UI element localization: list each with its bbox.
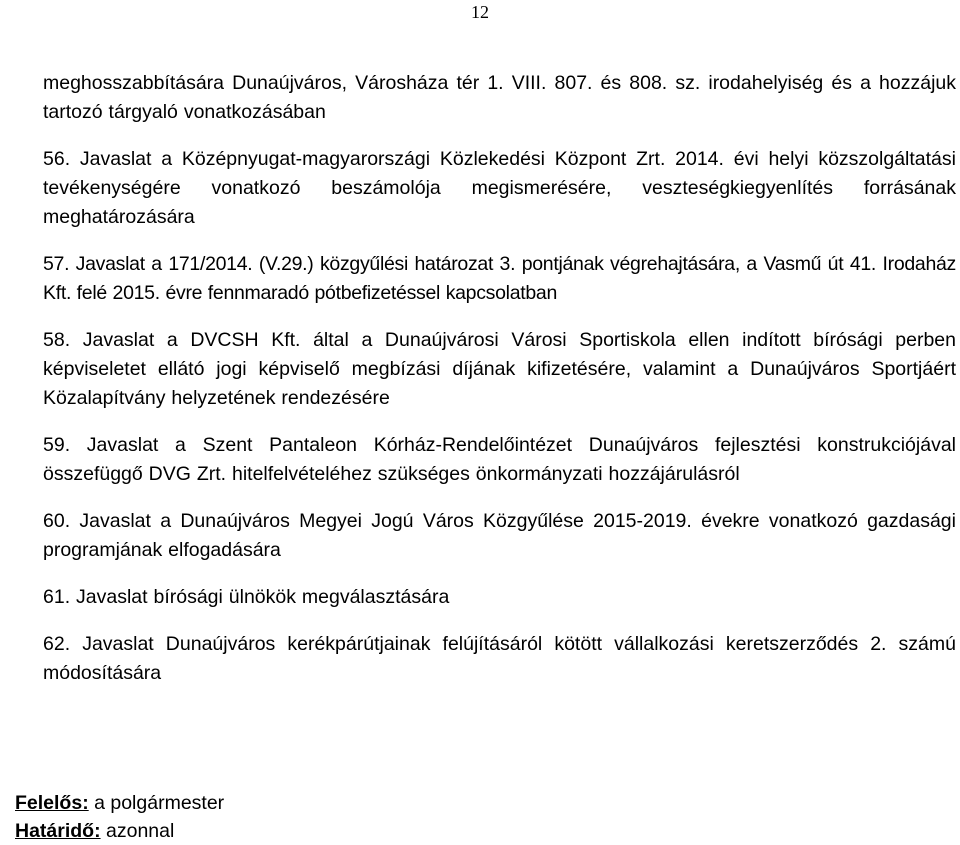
responsible-label: Felelős: (15, 792, 89, 814)
agenda-item-continuation: meghosszabbítására Dunaújváros, Városháza tér 1. VIII. 807. és 808. sz. irodahelyiség és a hozzájuk tartozó tárgyaló vonatkozásában (43, 72, 956, 123)
responsible-value: a polgármester (88, 792, 225, 814)
agenda-item-56: 56. Javaslat a Középnyugat-magyarországi Közlekedési Központ Zrt. 2014. évi helyi közszolgáltatási tevékenységére vonatkozó beszámolója megismerésére, veszteségkiegyenlítés forrásának meghatározására (43, 148, 956, 228)
deadline-value: azonnal (100, 820, 175, 842)
responsible-line (15, 789, 224, 817)
page-number: 12 (471, 2, 489, 22)
deadline-line (15, 817, 224, 845)
deadline-label: Határidő: (15, 820, 101, 842)
agenda-item-61: 61. Javaslat bírósági ülnökök megválasztására (43, 586, 450, 608)
agenda-item-57: 57. Javaslat a 171/2014. (V.29.) közgyűlési határozat 3. pontjának végrehajtására, a Vasmű út 41. Irodaház Kft. felé 2015. évre fennmaradó pótbefizetéssel kapcsolatban (43, 253, 956, 304)
agenda-item-60: 60. Javaslat a Dunaújváros Megyei Jogú Város Közgyűlése 2015-2019. évekre vonatkozó gazdasági programjának elfogadására (43, 510, 956, 561)
agenda-item-58: 58. Javaslat a DVCSH Kft. által a Dunaújvárosi Városi Sportiskola ellen indított bírósági perben képviseletet ellátó jogi képviselő megbízási díjának kifizetésére, valamint a Dunaújváros Sportjáért Közalapítvány helyzetének rendezésére (43, 329, 956, 409)
agenda-item-62: 62. Javaslat Dunaújváros kerékpárútjainak felújításáról kötött vállalkozási keretszerződés 2. számú módosítására (43, 633, 956, 684)
agenda-list (43, 69, 956, 706)
agenda-item-59: 59. Javaslat a Szent Pantaleon Kórház-Rendelőintézet Dunaújváros fejlesztési konstrukciójával összefüggő DVG Zrt. hitelfelvételéhez szükséges önkormányzati hozzájárulásról (43, 434, 956, 485)
footer-block (15, 789, 224, 845)
